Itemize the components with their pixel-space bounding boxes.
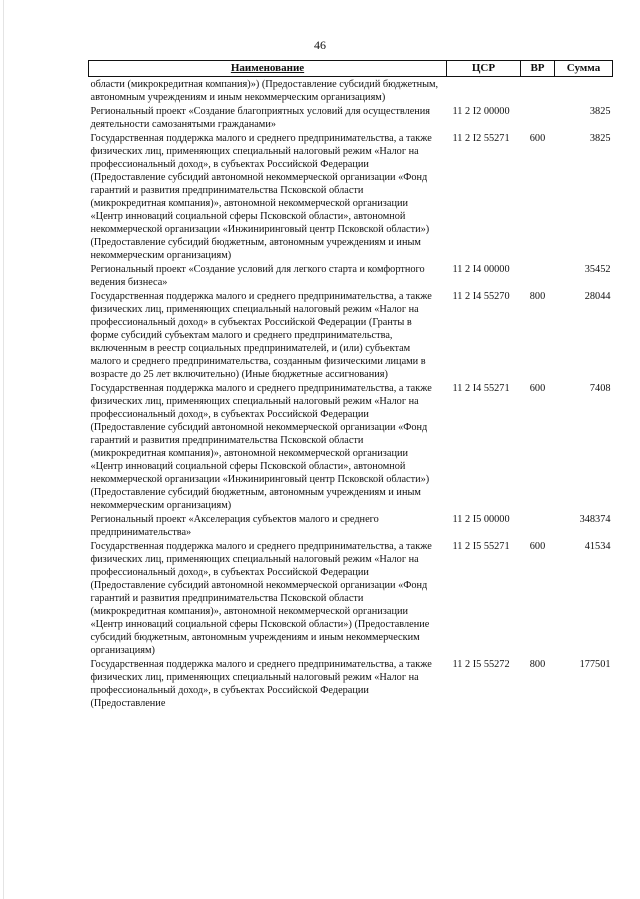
row-csr: 11 2 I4 55271 [452, 383, 510, 394]
row-sum: 3825 [589, 133, 611, 144]
row-csr: 11 2 I5 00000 [452, 514, 510, 525]
header-csr: ЦСР [447, 61, 521, 77]
row-sum: 7408 [589, 383, 611, 394]
row-vr [521, 262, 555, 289]
table-row [89, 657, 613, 710]
row-vr: 600 [529, 383, 546, 394]
row-name: Региональный проект «Создание благоприятных условий для осуществления деятельности самозанятыми гражданами» [90, 106, 431, 130]
row-csr: 11 2 I2 55271 [452, 133, 510, 144]
table-row [89, 381, 613, 512]
row-csr: 11 2 I5 55271 [452, 541, 510, 552]
row-vr: 800 [529, 659, 546, 670]
table-row [89, 262, 613, 289]
table-row [89, 77, 613, 105]
header-sum: Сумма [555, 61, 613, 77]
budget-table [88, 60, 613, 710]
row-csr: 11 2 I5 55272 [452, 659, 510, 670]
table-header-row [89, 61, 613, 77]
row-name: области (микрокредитная компания)») (Предоставление субсидий бюджетным, автономным учреждениям и иным некоммерческим организациям) [90, 79, 439, 103]
table-row [89, 539, 613, 657]
page-number: 46 [314, 38, 326, 52]
row-vr [521, 512, 555, 539]
table-row [89, 289, 613, 381]
row-vr: 600 [529, 133, 546, 144]
row-sum: 41534 [584, 541, 611, 552]
header-vr: ВР [521, 61, 555, 77]
table-row [89, 104, 613, 131]
table-row [89, 512, 613, 539]
row-sum: 28044 [584, 291, 611, 302]
row-name: Региональный проект «Создание условий для легкого старта и комфортного ведения бизнеса» [90, 264, 425, 288]
row-sum: 177501 [579, 659, 611, 670]
row-csr: 11 2 I4 55270 [452, 291, 510, 302]
row-vr [521, 104, 555, 131]
row-name: Государственная поддержка малого и среднего предпринимательства, а также физических лиц, применяющих специальный налоговый режим «Налог на профессиональный доход» в субъектах Российской Федерации (Гранты в форме субсидий субъектам малого и среднего предпринимательства, включенным в реестр социальных предпринимателей, и (или) субъектам малого и среднего предпринимательства, созданным физическими лицами в возрасте до 25 лет включительно) (Иные бюджетные ассигнования) [90, 291, 432, 380]
row-csr: 11 2 I2 00000 [452, 106, 510, 117]
row-csr [447, 77, 521, 105]
row-name: Региональный проект «Акселерация субъектов малого и среднего предпринимательства» [90, 514, 379, 538]
row-sum: 3825 [589, 106, 611, 117]
row-sum [555, 77, 613, 105]
row-name: Государственная поддержка малого и среднего предпринимательства, а также физических лиц, применяющих специальный налоговый режим «Налог на профессиональный доход», в субъектах Российской Федерации (Предоставление [90, 659, 432, 709]
row-vr: 800 [529, 291, 546, 302]
header-name: Наименование [89, 61, 447, 77]
scan-edge [3, 0, 4, 899]
row-name: Государственная поддержка малого и среднего предпринимательства, а также физических лиц, применяющих специальный налоговый режим «Налог на профессиональный доход», в субъектах Российской Федерации (Предоставление субсидий автономной некоммерческой организации «Фонд гарантий и развития предпринимательства Псковской области (микрокредитная компания)», автономной некоммерческой организации «Центр инноваций социальной сферы Псковской области», автономной некоммерческой организации «Инжиниринговый центр Псковской области») (Предоставление субсидий бюджетным, автономным учреждениям и иным некоммерческим организациям) [90, 383, 432, 511]
row-vr: 600 [529, 541, 546, 552]
row-sum: 348374 [579, 514, 611, 525]
row-csr: 11 2 I4 00000 [452, 264, 510, 275]
row-sum: 35452 [584, 264, 611, 275]
table-row [89, 131, 613, 262]
row-vr [521, 77, 555, 105]
row-name: Государственная поддержка малого и среднего предпринимательства, а также физических лиц, применяющих специальный налоговый режим «Налог на профессиональный доход», в субъектах Российской Федерации (Предоставление субсидий автономной некоммерческой организации «Фонд гарантий и развития предпринимательства Псковской области (микрокредитная компания)», автономной некоммерческой организации «Центр инноваций социальной сферы Псковской области») (Предоставление субсидий бюджетным, автономным учреждениям и иным некоммерческим организациям) [90, 541, 432, 656]
row-name: Государственная поддержка малого и среднего предпринимательства, а также физических лиц, применяющих специальный налоговый режим «Налог на профессиональный доход», в субъектах Российской Федерации (Предоставление субсидий автономной некоммерческой организации «Фонд гарантий и развития предпринимательства Псковской области (микрокредитная компания)», автономной некоммерческой организации «Центр инноваций социальной сферы Псковской области», автономной некоммерческой организации «Инжиниринговый центр Псковской области») (Предоставление субсидий бюджетным, автономным учреждениям и иным некоммерческим организациям) [90, 133, 432, 261]
